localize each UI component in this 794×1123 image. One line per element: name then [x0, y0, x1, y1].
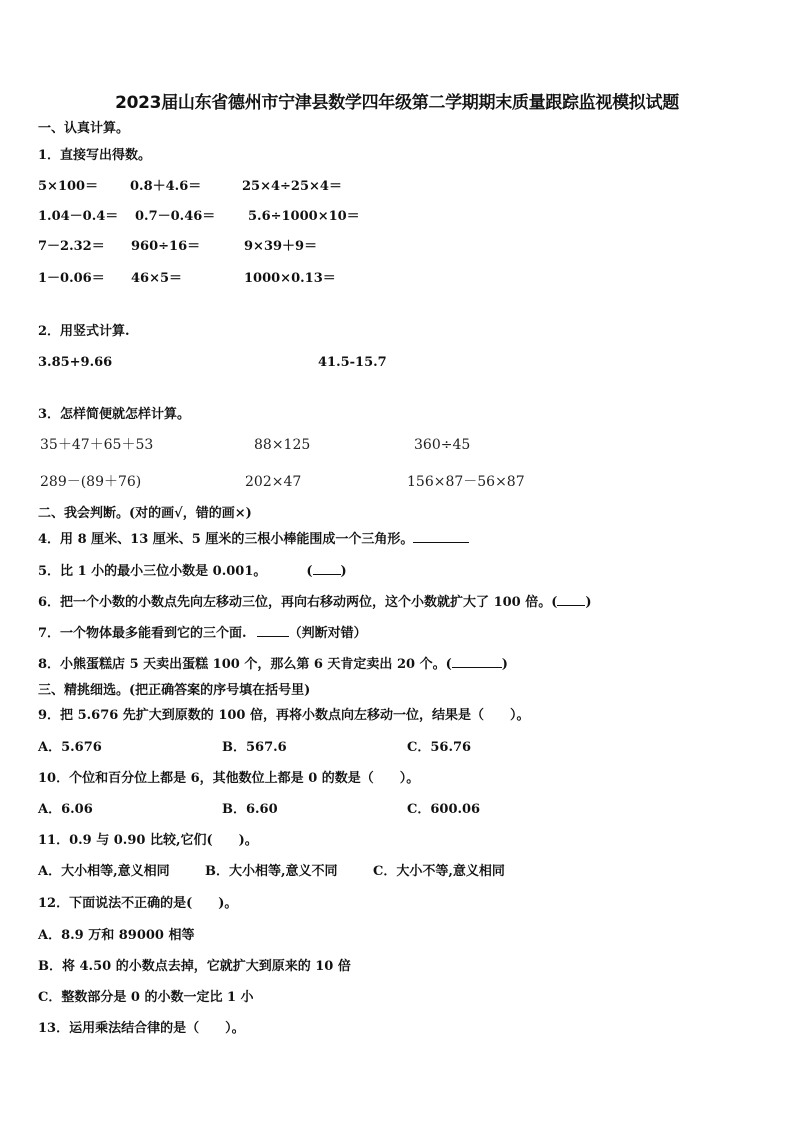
- section-1-heading: 一、认真计算。: [38, 121, 130, 136]
- question-11-text: 11．0.9 与 0.90 比较,它们( )。: [38, 833, 258, 848]
- q3-expression: 88×125: [254, 437, 311, 453]
- q3-expression: 35＋47＋65＋53: [40, 437, 154, 453]
- answer-blank[interactable]: [557, 605, 585, 606]
- question-5: [38, 563, 347, 581]
- option-b[interactable]: B．将 4.50 的小数点去掉，它就扩大到原来的 10 倍: [38, 959, 351, 974]
- option-b[interactable]: B．6.60: [222, 802, 278, 817]
- q1-cell: 1000×0.13＝: [244, 271, 336, 286]
- q1-cell: 25×4÷25×4＝: [242, 179, 342, 194]
- question-7: [38, 625, 367, 643]
- answer-paren-close: ): [585, 595, 592, 610]
- question-7-suffix: （判断对错）: [288, 626, 367, 641]
- question-9-text: 9．把 5.676 先扩大到原数的 100 倍，再将小数点向左移动一位，结果是（ ）。: [38, 708, 530, 723]
- answer-paren-open: (: [551, 595, 558, 610]
- question-2-label: 2．用竖式计算.: [38, 324, 130, 339]
- q1-cell: 960÷16＝: [131, 239, 201, 254]
- q1-cell: 5.6÷1000×10＝: [248, 209, 360, 224]
- answer-paren-close: ): [501, 657, 508, 672]
- option-b[interactable]: B．大小相等,意义不同: [205, 864, 338, 879]
- answer-blank[interactable]: [452, 667, 502, 668]
- option-c[interactable]: C．整数部分是 0 的小数一定比 1 小: [38, 990, 254, 1005]
- q2-item: 41.5-15.7: [318, 355, 387, 370]
- answer-blank[interactable]: [257, 636, 289, 637]
- question-12-text: 12．下面说法不正确的是( )。: [38, 896, 238, 911]
- q1-cell: 0.8＋4.6＝: [130, 179, 202, 194]
- q2-item: 3.85+9.66: [38, 355, 113, 370]
- q1-cell: 7－2.32＝: [38, 239, 105, 254]
- question-8: [38, 656, 508, 674]
- q3-expression: 289－(89＋76): [40, 474, 142, 490]
- q1-cell: 5×100＝: [38, 179, 99, 194]
- option-b[interactable]: B．567.6: [222, 740, 287, 755]
- option-a[interactable]: A．8.9 万和 89000 相等: [38, 928, 195, 943]
- question-4: [38, 531, 469, 549]
- q1-cell: 1.04－0.4＝: [38, 209, 119, 224]
- answer-blank[interactable]: [413, 542, 469, 543]
- q3-expression: 156×87－56×87: [407, 474, 525, 490]
- answer-paren-open: (: [306, 564, 313, 579]
- section-2-heading: 二、我会判断。(对的画√，错的画×): [38, 506, 252, 521]
- option-a[interactable]: A．6.06: [38, 802, 93, 817]
- option-c[interactable]: C．大小不等,意义相同: [373, 864, 505, 879]
- question-6: [38, 594, 592, 612]
- q1-cell: 0.7－0.46＝: [135, 209, 216, 224]
- question-3-label: 3．怎样简便就怎样计算。: [38, 407, 191, 422]
- question-4-text: 4．用 8 厘米、13 厘米、5 厘米的三根小棒能围成一个三角形。: [38, 532, 414, 547]
- option-c[interactable]: C．600.06: [407, 802, 481, 817]
- option-a[interactable]: A．大小相等,意义相同: [38, 864, 170, 879]
- option-c[interactable]: C．56.76: [407, 740, 472, 755]
- q3-expression: 360÷45: [414, 437, 471, 453]
- answer-blank[interactable]: [313, 574, 341, 575]
- question-6-text: 6．把一个小数的小数点先向左移动三位，再向右移动两位，这个小数就扩大了 100 倍。: [38, 595, 552, 610]
- question-5-text: 5．比 1 小的最小三位小数是 0.001。: [38, 564, 267, 579]
- section-3-heading: 三、精挑细选。(把正确答案的序号填在括号里): [38, 683, 311, 698]
- answer-paren-open: (: [445, 657, 452, 672]
- question-1-label: 1．直接写出得数。: [38, 148, 152, 163]
- q1-cell: 46×5＝: [131, 271, 183, 286]
- q1-cell: 1－0.06＝: [38, 271, 105, 286]
- question-8-text: 8．小熊蛋糕店 5 天卖出蛋糕 100 个，那么第 6 天肯定卖出 20 个。: [38, 657, 446, 672]
- option-a[interactable]: A．5.676: [38, 740, 102, 755]
- q3-expression: 202×47: [245, 474, 302, 490]
- q1-cell: 9×39＋9＝: [244, 239, 318, 254]
- question-13-text: 13．运用乘法结合律的是（ ）。: [38, 1021, 245, 1036]
- page-title: 2023届山东省德州市宁津县数学四年级第二学期期末质量跟踪监视模拟试题: [115, 93, 679, 113]
- question-7-text: 7．一个物体最多能看到它的三个面.: [38, 626, 247, 641]
- answer-paren-close: ): [340, 564, 347, 579]
- question-10-text: 10．个位和百分位上都是 6，其他数位上都是 0 的数是（ ）。: [38, 771, 420, 786]
